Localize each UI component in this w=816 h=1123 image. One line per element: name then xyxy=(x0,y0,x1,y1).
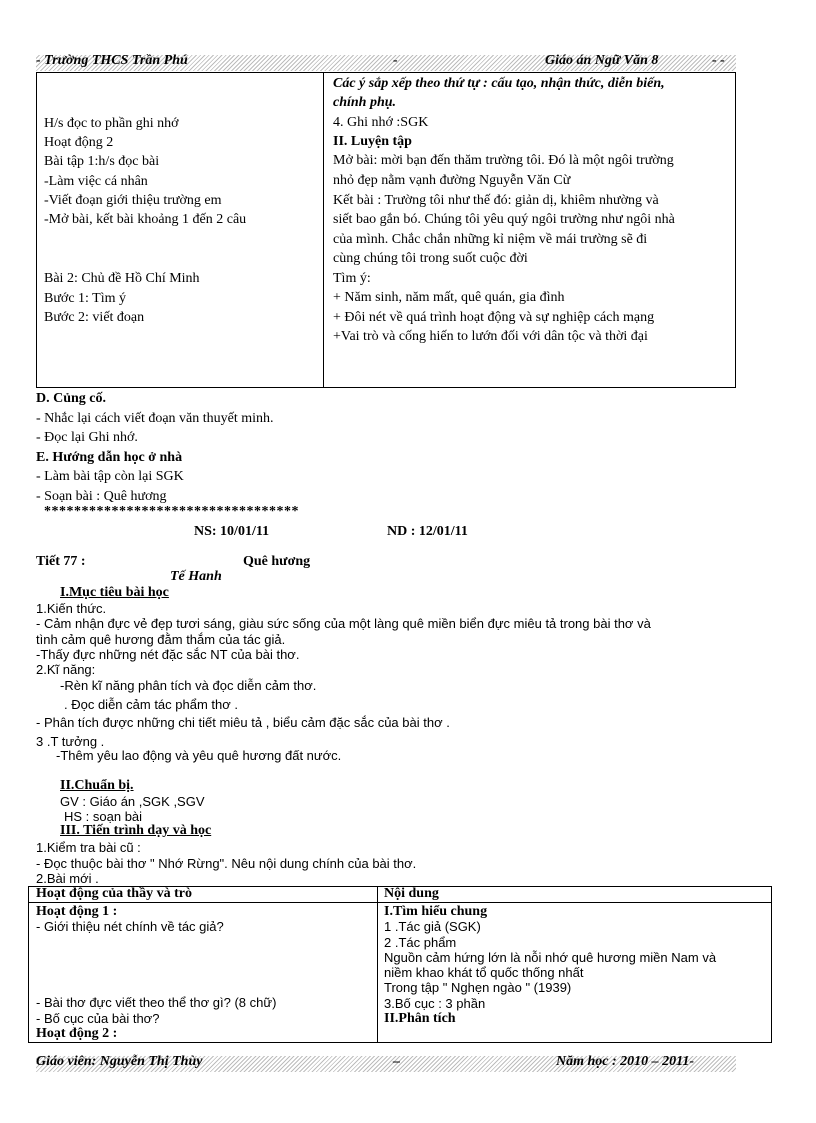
t1-right-line: 4. Ghi nhớ :SGK xyxy=(333,115,429,130)
process-line: 2.Bài mới . xyxy=(36,871,99,886)
footer-dash: – xyxy=(393,1054,400,1069)
prep-line: HS : soạn bài xyxy=(64,809,143,824)
t2-left-line: - Bài thơ đực viết theo thể thơ gì? (8 chữ) xyxy=(36,995,277,1010)
date-ns: NS: 10/01/11 xyxy=(194,524,270,539)
t1-left-line: Bài 2: Chủ đề Hồ Chí Minh xyxy=(44,271,200,286)
t1-left-line: Bước 1: Tìm ý xyxy=(44,291,127,306)
header-tail: - - xyxy=(712,53,725,68)
t2-left-line: Hoạt động 2 : xyxy=(36,1026,118,1041)
star-divider: ********************************** xyxy=(44,504,299,519)
t1-right-line: nhỏ đẹp nằm vạnh đường Nguyễn Văn Cừ xyxy=(333,173,571,188)
goal-line: 2.Kĩ năng: xyxy=(36,662,96,677)
footer-teacher: Giáo viên: Nguyễn Thị Thùy xyxy=(36,1054,203,1069)
t1-left-line: Bài tập 1:h/s đọc bài xyxy=(44,154,160,169)
t2-left-line: - Giới thiệu nét chính về tác giả? xyxy=(36,919,224,934)
goal-line: 1.Kiến thức. xyxy=(36,601,107,616)
prep-title: II.Chuẩn bị. xyxy=(60,778,134,793)
t2-right-line: niềm khao khát tổ quốc thống nhất xyxy=(384,965,584,980)
goals-title: I.Mục tiêu bài học xyxy=(60,585,169,600)
t1-right-line: + Đôi nét về quá trình hoạt động và sự nghiệp cách mạng xyxy=(333,310,655,325)
t1-right-line: siết bao gắn bó. Chúng tôi yêu quý ngôi trường như ngôi nhà xyxy=(333,212,675,227)
header-school: - Trường THCS Trần Phú xyxy=(36,53,188,68)
goal-line: -Thêm yêu lao động và yêu quê hương đất nước. xyxy=(56,748,342,763)
t1-left-line: -Mở bài, kết bài khoảng 1 đến 2 câu xyxy=(44,212,247,227)
t1-right-line: + Năm sinh, năm mất, quê quán, gia đình xyxy=(333,290,565,305)
lesson-title: Quê hương xyxy=(243,554,311,569)
lesson-number: Tiết 77 : xyxy=(36,554,86,569)
t1-left-line: -Làm việc cá nhân xyxy=(44,174,148,189)
t1-right-line: Kết bài : Trường tôi như thế đó: giản dị, khiêm nhường và xyxy=(333,193,659,208)
t2-right-line: 1 .Tác giả (SGK) xyxy=(384,919,481,934)
t1-right-line: II. Luyện tập xyxy=(333,134,412,149)
goal-line: - Phân tích được những chi tiết miêu tả , biểu cảm đặc sắc của bài thơ . xyxy=(36,715,450,730)
t1-right-line: cùng chúng tôi trong suốt cuộc đời xyxy=(333,251,528,266)
t2-right-line: 2 .Tác phẩm xyxy=(384,935,457,950)
t2-left-line: - Bố cục của bài thơ? xyxy=(36,1011,160,1026)
t1-right-line: +Vai trò và cống hiến to lướn đối với dân tộc và thời đại xyxy=(333,329,648,344)
t1-right-line: Mở bài: mời bạn đến thăm trường tôi. Đó là một ngôi trường xyxy=(333,153,674,168)
table-2-divider xyxy=(377,886,378,1042)
t1-left-line: H/s đọc to phần ghi nhớ xyxy=(44,116,179,131)
goal-line: 3 .T tưởng . xyxy=(36,734,105,749)
date-nd: ND : 12/01/11 xyxy=(387,524,468,539)
t2-right-line: I.Tìm hiểu chung xyxy=(384,904,488,919)
goal-line: - Cảm nhận đực vẻ đẹp tươi sáng, giàu sức sống của một làng quê miền biển đực miêu tả trong bài thơ và xyxy=(36,616,651,631)
goal-line: -Thấy đực những nét đặc sắc NT của bài thơ. xyxy=(36,647,300,662)
goal-line: . Đọc diễn cảm tác phẩm thơ . xyxy=(64,697,238,712)
t1-right-intro: Các ý sắp xếp theo thứ tự : cấu tạo, nhận thức, diễn biến, xyxy=(333,76,665,91)
section-e-item: - Soạn bài : Quê hương xyxy=(36,489,167,504)
process-line: 1.Kiểm tra bài cũ : xyxy=(36,840,141,855)
footer-year: Năm học : 2010 – 2011- xyxy=(556,1054,695,1069)
table-2-header-rule xyxy=(28,902,772,903)
process-line: - Đọc thuộc bài thơ " Nhớ Rừng". Nêu nội dung chính của bài thơ. xyxy=(36,856,417,871)
t2-right-line: Nguồn cảm hứng lớn là nỗi nhớ quê hương miền Nam và xyxy=(384,950,717,965)
section-d-item: - Đọc lại Ghi nhớ. xyxy=(36,430,138,445)
section-d-item: - Nhắc lại cách viết đoạn văn thuyết minh. xyxy=(36,411,274,426)
header-dash: - xyxy=(393,53,398,68)
goal-line: tình cảm quê hương đằm thắm của tác giả. xyxy=(36,632,286,647)
t2-head-right: Nội dung xyxy=(384,886,439,901)
t2-right-line: 3.Bố cục : 3 phần xyxy=(384,996,486,1011)
section-e-item: - Làm bài tập còn lại SGK xyxy=(36,469,184,484)
header-plan: Giáo án Ngữ Văn 8 xyxy=(545,53,659,68)
t1-right-line: của mình. Chắc chắn những kỉ niệm về mái trường sẽ đi xyxy=(333,232,648,247)
t1-left-line: -Viết đoạn giới thiệu trường em xyxy=(44,193,222,208)
section-e-title: E. Hướng dẫn học ở nhà xyxy=(36,450,183,465)
t2-right-line: Trong tập " Nghẹn ngào " (1939) xyxy=(384,980,572,995)
goal-line: -Rèn kĩ năng phân tích và đọc diễn cảm thơ. xyxy=(60,678,317,693)
t1-right-intro: chính phụ. xyxy=(333,95,397,110)
process-title: III. Tiến trình dạy và học xyxy=(60,823,212,838)
t1-right-line: Tìm ý: xyxy=(333,271,371,286)
t1-left-line: Hoạt động 2 xyxy=(44,135,114,150)
section-d-title: D. Củng cố. xyxy=(36,391,107,406)
lesson-author: Tế Hanh xyxy=(170,569,222,584)
t2-left-line: Hoạt động 1 : xyxy=(36,904,118,919)
prep-line: GV : Giáo án ,SGK ,SGV xyxy=(60,794,205,809)
t1-left-line: Bước 2: viết đoạn xyxy=(44,310,145,325)
t2-head-left: Hoạt động của thầy và trò xyxy=(36,886,192,901)
table-1-divider xyxy=(323,72,324,387)
t2-right-line: II.Phân tích xyxy=(384,1011,456,1026)
